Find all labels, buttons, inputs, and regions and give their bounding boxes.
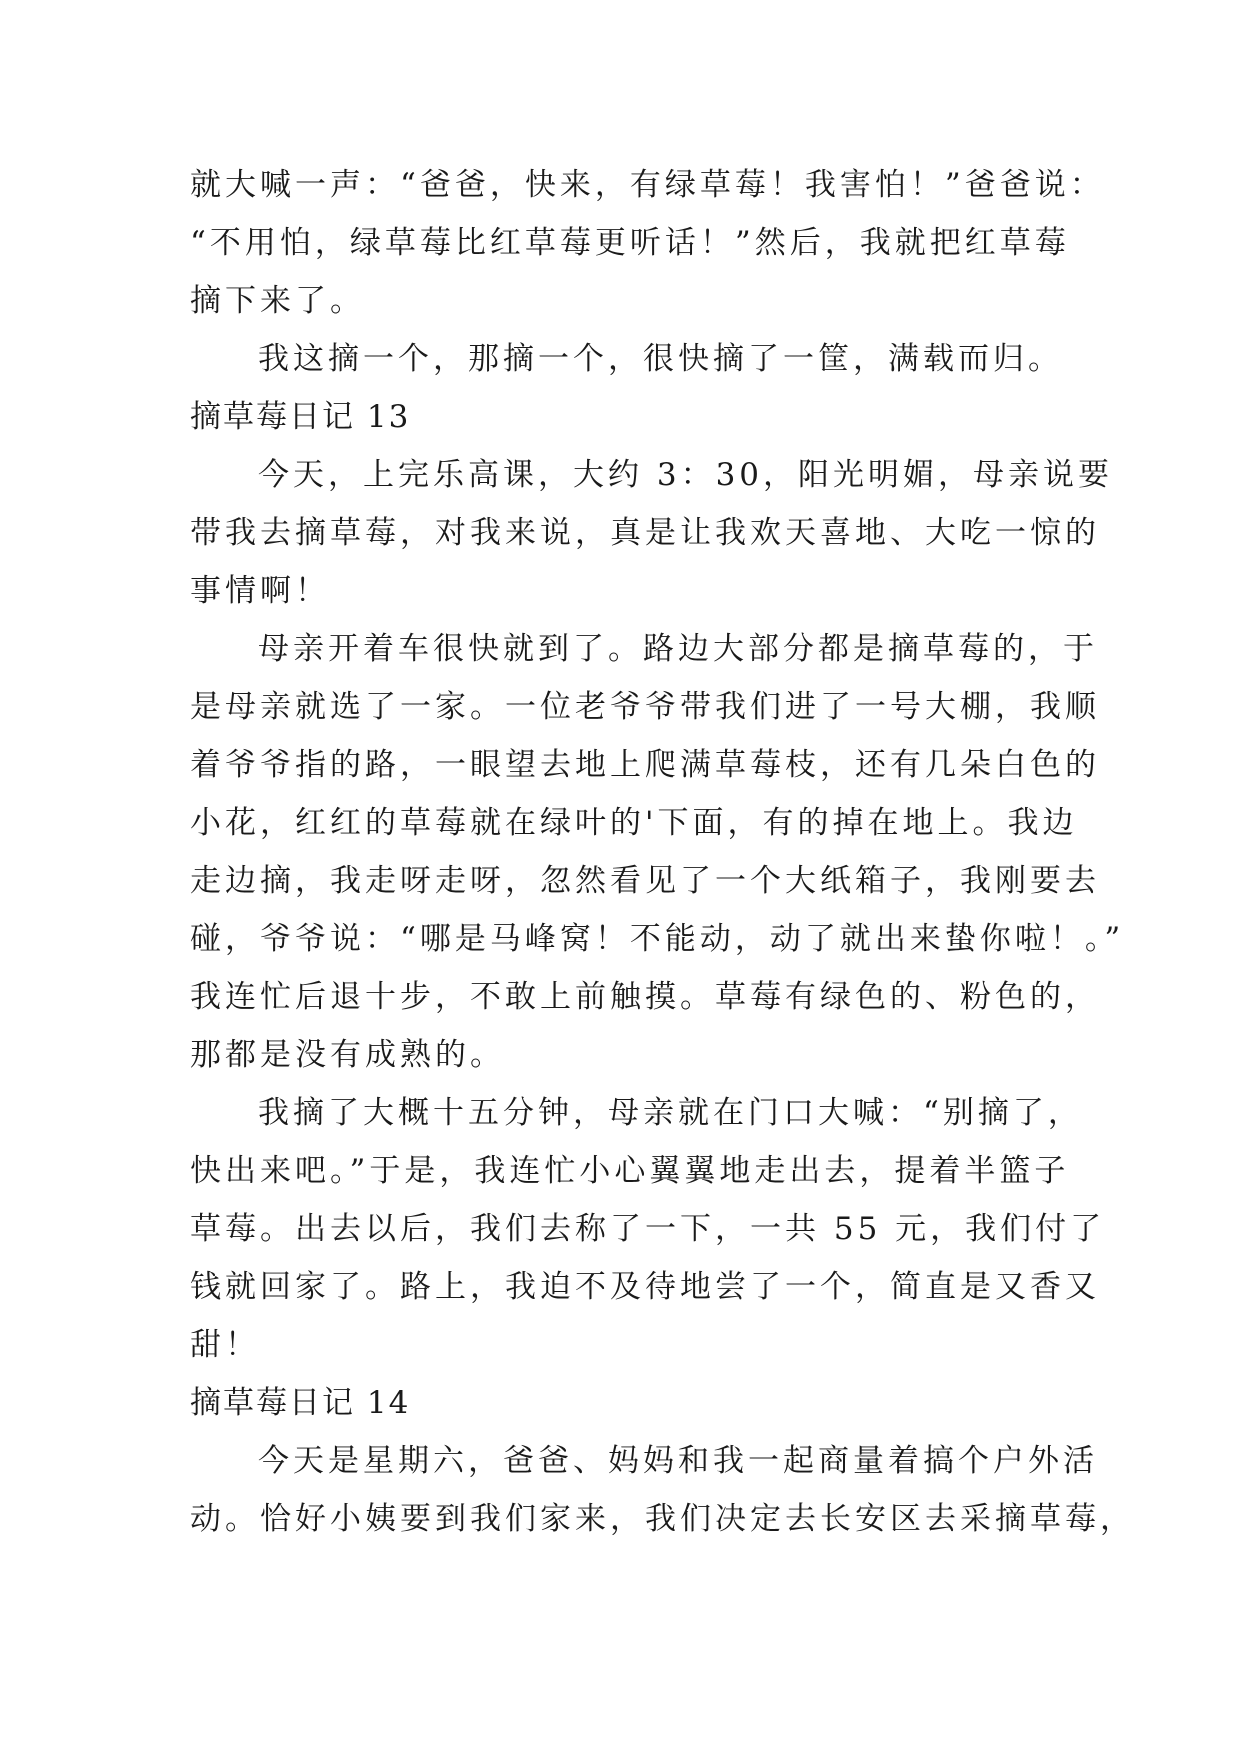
text-line: 动。恰好小姨要到我们家来，我们决定去长安区去采摘草莓， — [190, 1501, 1135, 1537]
text-line: 草莓。出去以后，我们去称了一下，一共 55 元，我们付了 — [190, 1211, 1106, 1247]
paragraph-first-line: 我这摘一个，那摘一个，很快摘了一筐，满载而归。 — [258, 341, 1063, 377]
text-line: 走边摘，我走呀走呀，忽然看见了一个大纸箱子，我刚要去 — [190, 863, 1100, 899]
text-line: 那都是没有成熟的。 — [190, 1037, 505, 1073]
text-line: 甜！ — [190, 1327, 260, 1363]
section-heading: 摘草莓日记 14 — [190, 1385, 411, 1421]
text-line: 事情啊！ — [190, 573, 330, 609]
paragraph-first-line: 今天是星期六，爸爸、妈妈和我一起商量着搞个户外活 — [258, 1443, 1098, 1479]
text-line: 着爷爷指的路，一眼望去地上爬满草莓枝，还有几朵白色的 — [190, 747, 1100, 783]
text-line: 带我去摘草莓，对我来说，真是让我欢天喜地、大吃一惊的 — [190, 515, 1100, 551]
section-heading: 摘草莓日记 13 — [190, 399, 411, 435]
text-line: 摘下来了。 — [190, 283, 365, 319]
text-line: 碰，爷爷说：“哪是马峰窝！不能动，动了就出来蛰你啦！。” — [190, 921, 1125, 957]
text-line: 快出来吧。”于是，我连忙小心翼翼地走出去，提着半篮子 — [190, 1153, 1070, 1189]
text-line: 是母亲就选了一家。一位老爷爷带我们进了一号大棚，我顺 — [190, 689, 1100, 725]
paragraph-first-line: 我摘了大概十五分钟，母亲就在门口大喊：“别摘了， — [258, 1095, 1083, 1131]
text-line: 小花，红红的草莓就在绿叶的'下面，有的掉在地上。我边 — [190, 805, 1078, 841]
text-line: 就大喊一声：“爸爸，快来，有绿草莓！我害怕！”爸爸说： — [190, 167, 1105, 203]
text-line: 我连忙后退十步，不敢上前触摸。草莓有绿色的、粉色的， — [190, 979, 1100, 1015]
text-line: “不用怕，绿草莓比红草莓更听话！”然后，我就把红草莓 — [190, 225, 1070, 261]
paragraph-first-line: 母亲开着车很快就到了。路边大部分都是摘草莓的，于 — [258, 631, 1098, 667]
text-line: 钱就回家了。路上，我迫不及待地尝了一个，简直是又香又 — [190, 1269, 1100, 1305]
paragraph-first-line: 今天，上完乐高课，大约 3：30，阳光明媚，母亲说要 — [258, 457, 1114, 493]
